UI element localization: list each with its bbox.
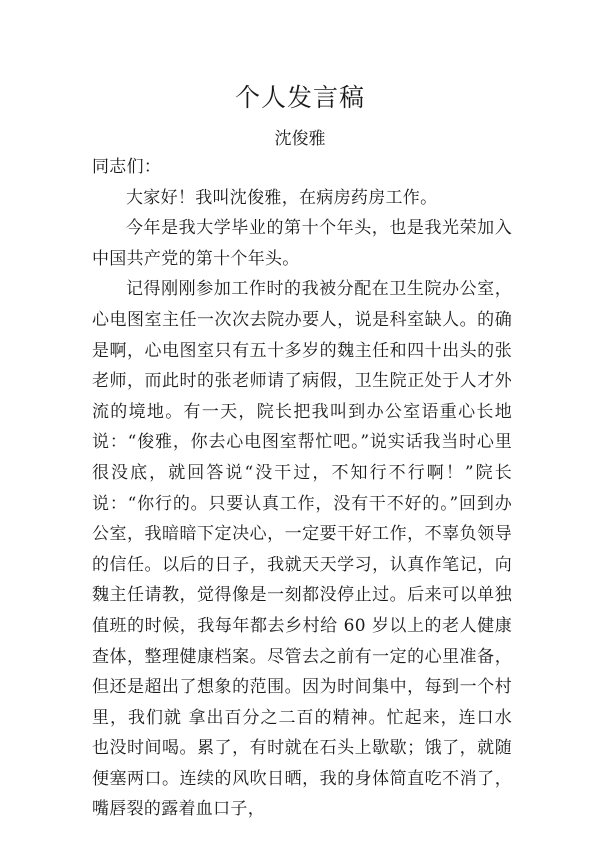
paragraph-anniversary: 今年是我大学毕业的第十个年头，也是我光荣加入中国共产党的第十个年头。 (92, 218, 512, 269)
document-body (92, 152, 512, 825)
salutation: 同志们： (92, 157, 162, 177)
author-name: 沈俊雅 (274, 129, 326, 149)
paragraph-story: 记得刚刚参加工作时的我被分配在卫生院办公室，心电图室主任一次次去院办要人，说是科室缺人。的确是啊，心电图室只有五十多岁的魏主任和四十出头的张老师，而此时的张老师请了病假，卫生院正处于人才外流的境地。有一天，院长把我叫到办公室语重心长地说：“俊雅，你去心电图室帮忙吧。”说实话我当时心里很没底，就回答说“没干过，不知行不行啊！”院长说：“你行的。只要认真工作，没有干不好的。”回到办公室，我暗暗下定决心，一定要干好工作，不辜负领导的信任。以后的日子，我就天天学习，认真作笔记，向魏主任请教，觉得像是一刻都没停止过。后来可以单独值班的时候，我每年都去乡村给 60 岁以上的老人健康查体，整理健康档案。尽管去之前有一定的心里准备，但还是超出了想象的范围。因为时间集中，每到一个村里，我们就 拿出百分之二百的精神。忙起来，连口水也没时间喝。累了，有时就在石头上歇歇；饿了，就随便塞两口。连续的风吹日晒，我的身体简直吃不消了，嘴唇裂的露着血口子， (92, 279, 512, 820)
paragraph-greeting: 大家好！我叫沈俊雅，在病房药房工作。 (126, 187, 438, 208)
document-title: 个人发言稿 (234, 83, 365, 112)
